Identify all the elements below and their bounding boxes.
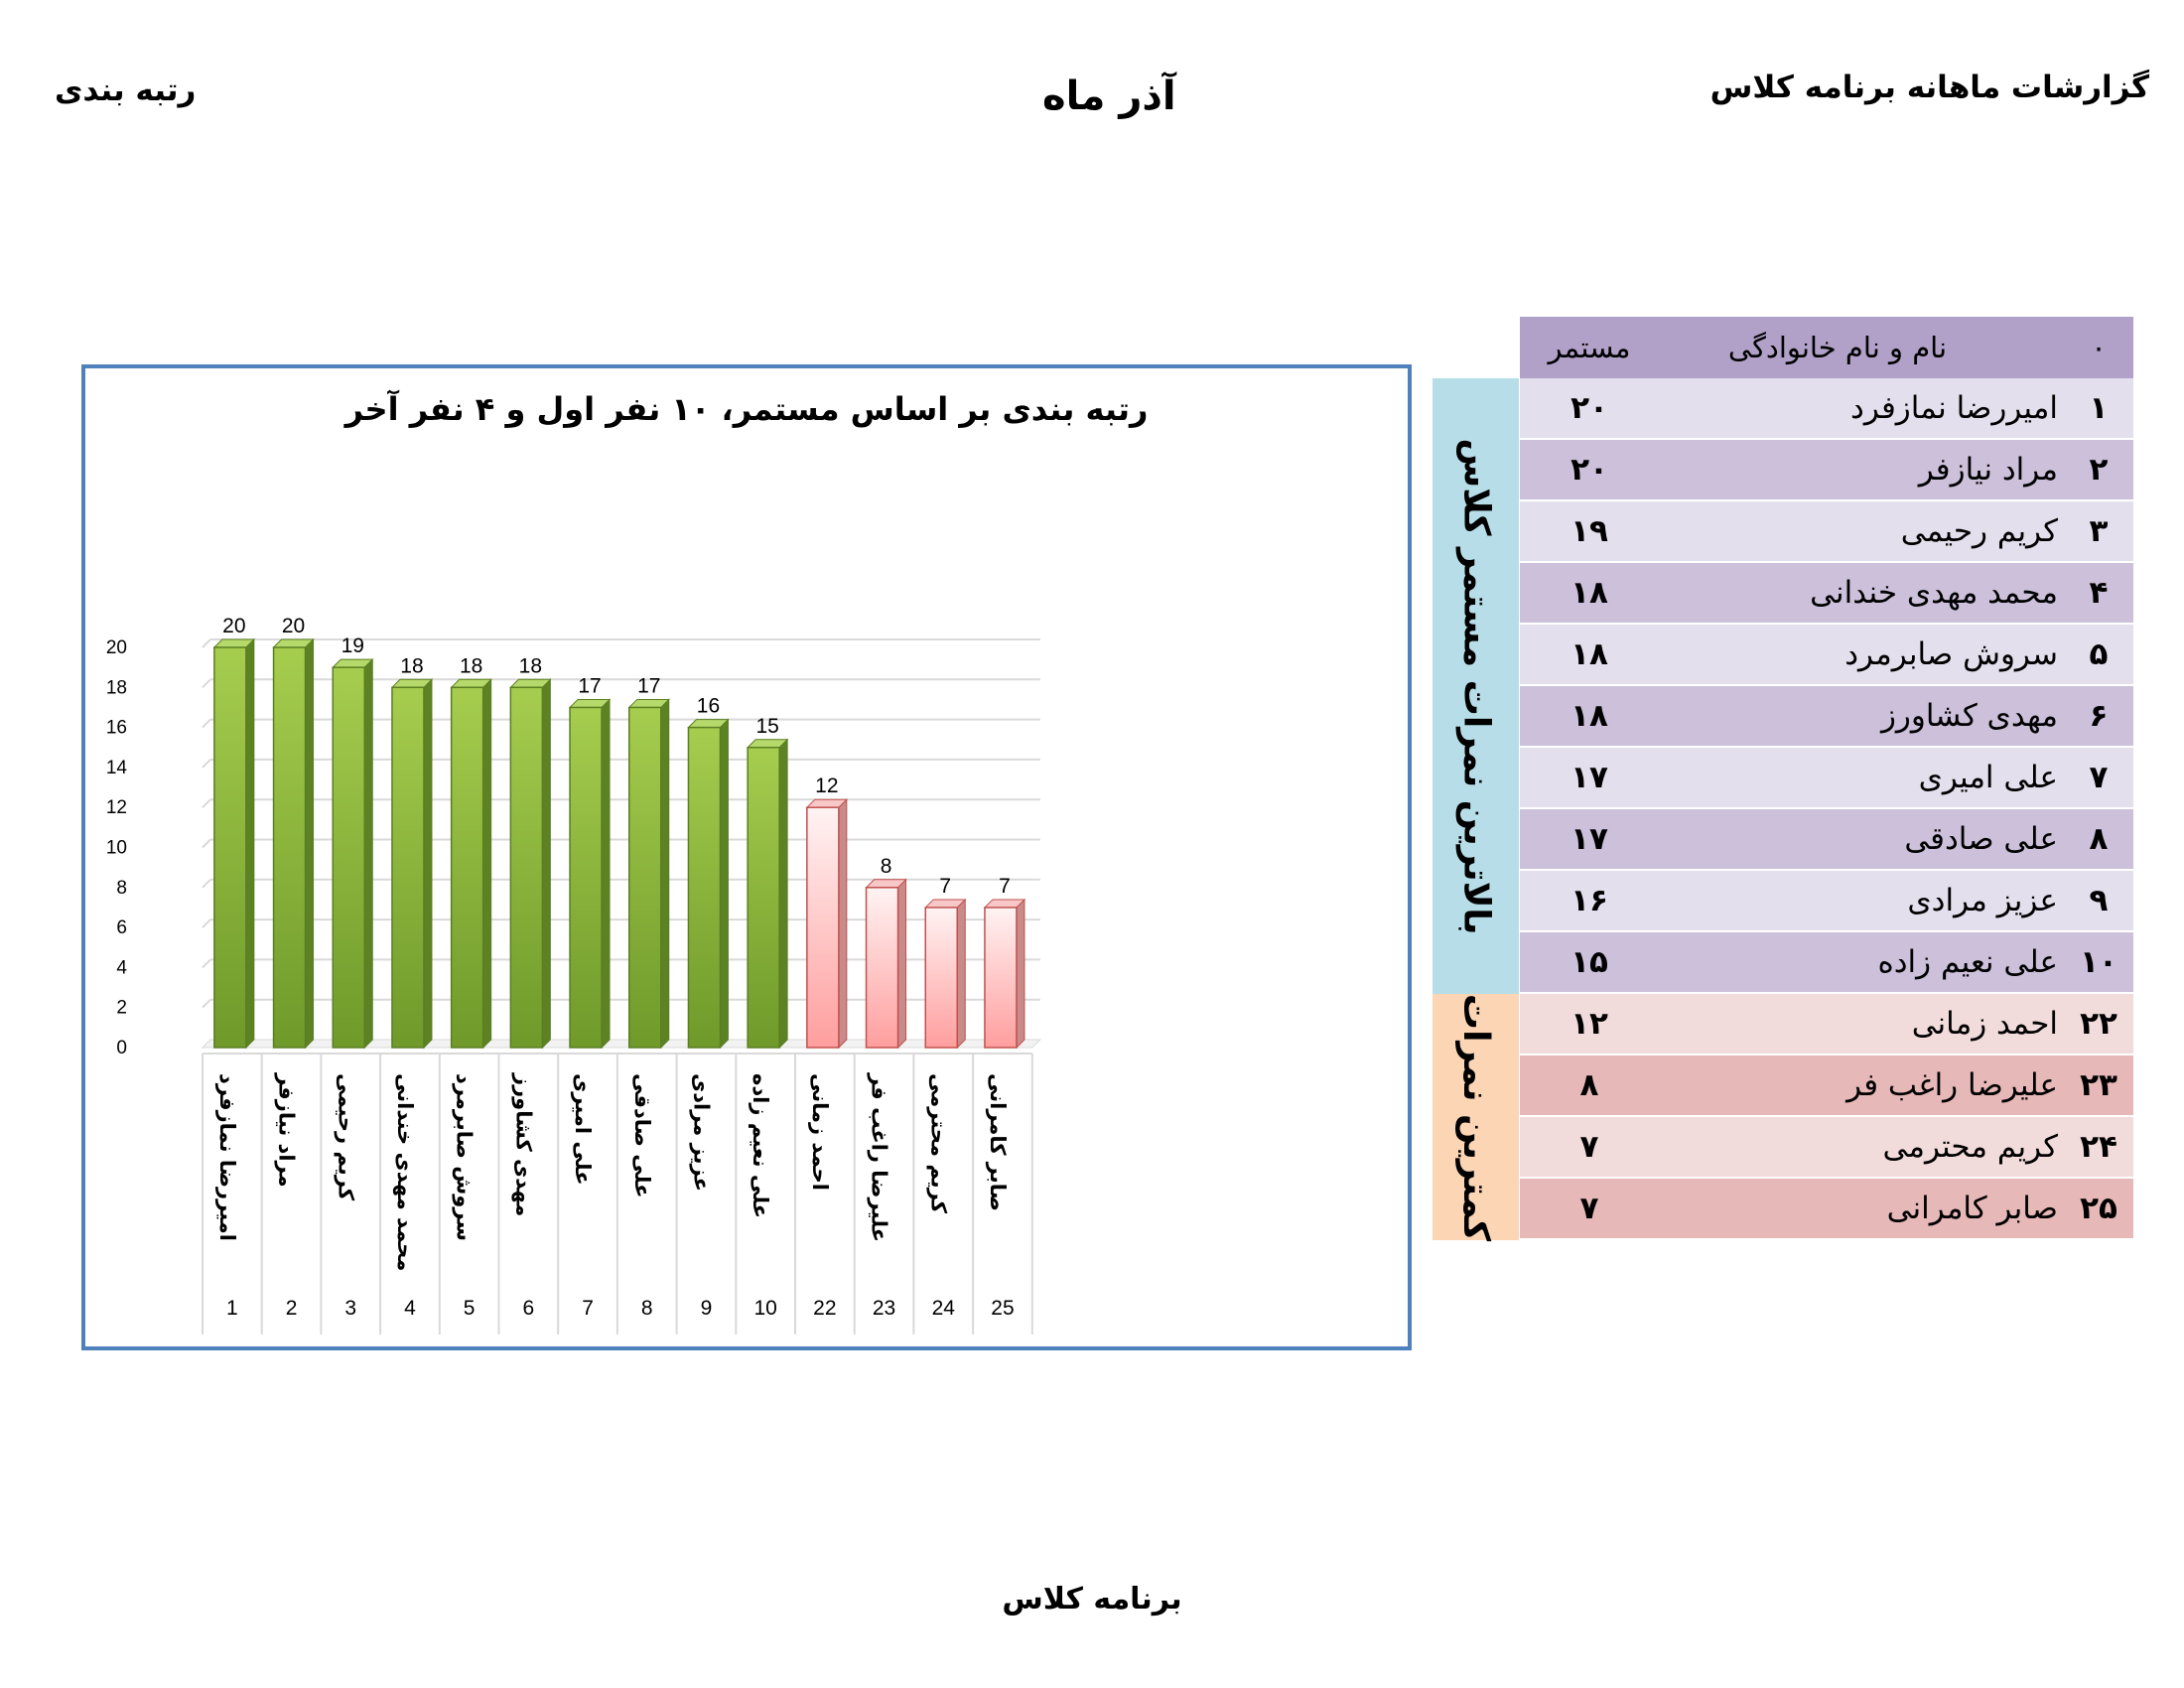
bar [629, 707, 661, 1048]
top-score: ۱۷ [1570, 821, 1608, 857]
header-score: مستمر [1548, 331, 1631, 364]
bar-side [246, 639, 254, 1048]
data-label: 12 [815, 774, 839, 798]
data-label: 18 [400, 654, 424, 678]
x-rank-label: 8 [640, 1297, 653, 1320]
chart-frame [81, 364, 1412, 1350]
y-tick-label: 20 [105, 637, 127, 658]
top-rank: ۴ [2089, 575, 2109, 611]
top-score: ۱۵ [1570, 944, 1608, 980]
data-label: 17 [637, 674, 661, 698]
gridline-depth [203, 799, 210, 807]
x-tick-label: علی صادقی [629, 1073, 654, 1198]
x-rank-label: 22 [813, 1297, 837, 1320]
top-score: ۱۸ [1570, 575, 1608, 611]
top-score: ۲۰ [1570, 390, 1608, 426]
gridline-depth [203, 760, 210, 768]
bar-side [661, 699, 669, 1048]
bar-side [306, 639, 314, 1048]
top-scores-side-label [1433, 378, 1519, 994]
gridline-depth [203, 679, 210, 687]
x-rank-label: 24 [931, 1297, 955, 1320]
data-label: 18 [459, 654, 483, 678]
bar-side [779, 740, 787, 1048]
bar [510, 687, 542, 1048]
top-name: محمد مهدی خندانی [1810, 575, 2058, 611]
top-rank: ۲ [2089, 452, 2109, 488]
top-score: ۲۰ [1570, 452, 1608, 488]
bar [333, 667, 364, 1048]
ranking-bar-chart [85, 368, 1408, 1346]
top-score: ۱۷ [1570, 760, 1608, 795]
data-label: 16 [696, 694, 721, 718]
gridline-depth [203, 720, 210, 728]
low-rank: ۲۴ [2080, 1129, 2117, 1165]
data-label: 19 [341, 634, 364, 658]
y-tick-label: 0 [116, 1038, 127, 1058]
y-tick-label: 4 [116, 957, 127, 979]
low-name: علیرضا راغب فر [1846, 1067, 2058, 1103]
low-rank: ۲۲ [2080, 1006, 2117, 1042]
bar [392, 687, 424, 1048]
y-tick-label: 12 [105, 797, 127, 819]
bar-side [424, 679, 432, 1048]
top-rank: ۱۰ [2080, 944, 2117, 980]
top-rank: ۶ [2089, 698, 2109, 734]
bar-side [1017, 900, 1024, 1048]
data-label: 18 [518, 654, 543, 678]
low-name: احمد زمانی [1911, 1006, 2058, 1042]
gridline-depth [203, 840, 210, 848]
top-name: مراد نیازفر [1918, 452, 2058, 488]
bar [274, 647, 306, 1048]
data-label: 17 [578, 674, 602, 698]
bar [688, 728, 720, 1048]
top-rank: ۷ [2089, 760, 2109, 795]
x-rank-label: 25 [991, 1297, 1015, 1320]
header-rank: ۰ [2091, 331, 2107, 364]
month-title: آذر ماه [1042, 73, 1176, 119]
low-name: کریم محترمی [1882, 1129, 2058, 1165]
low-name: صابر کامرانی [1886, 1191, 2058, 1226]
x-rank-label: 10 [753, 1297, 777, 1320]
x-rank-label: 7 [582, 1297, 594, 1320]
footer-text: برنامه کلاس [1002, 1582, 1182, 1617]
bar [925, 908, 957, 1048]
top-score: ۱۸ [1570, 698, 1608, 734]
y-tick-label: 14 [105, 757, 127, 778]
data-label: 20 [281, 615, 306, 637]
top-rank: ۳ [2089, 513, 2109, 549]
bar-side [720, 720, 728, 1048]
top-name: سروش صابرمرد [1844, 636, 2058, 672]
x-rank-label: 2 [285, 1297, 298, 1320]
gridline-depth [203, 880, 210, 888]
x-rank-label: 5 [463, 1297, 476, 1320]
top-name: عزیز مرادی [1907, 883, 2058, 918]
x-rank-label: 1 [226, 1297, 238, 1320]
bar [985, 908, 1017, 1048]
gridline-depth [203, 959, 210, 967]
x-rank-label: 6 [522, 1297, 535, 1320]
x-tick-label: مراد نیازفر [274, 1073, 299, 1188]
x-tick-label: صابر کامرانی [985, 1073, 1010, 1211]
top-name: علی امیری [1918, 760, 2058, 795]
low-score: ۱۲ [1570, 1006, 1608, 1042]
gridline-depth [203, 1000, 210, 1008]
low-rank: ۲۳ [2080, 1067, 2117, 1103]
y-tick-label: 8 [116, 877, 127, 899]
x-tick-label: امیررضا نمازفرد [214, 1073, 239, 1241]
report-title: گزارشات ماهانه برنامه کلاس [1709, 70, 2149, 105]
x-rank-label: 4 [404, 1297, 416, 1320]
top-score: ۱۶ [1570, 883, 1608, 918]
data-label: 8 [880, 854, 892, 878]
x-tick-label: کریم محترمی [926, 1073, 951, 1213]
bar-side [602, 699, 610, 1048]
low-scores-label-text: کمترین نمرات [1455, 993, 1497, 1241]
x-tick-label: عزیز مرادی [689, 1073, 714, 1192]
bar [570, 707, 602, 1048]
top-rank: ۸ [2089, 821, 2109, 857]
data-label: 20 [222, 615, 246, 637]
x-tick-label: احمد زمانی [807, 1073, 832, 1191]
section-title: رتبه بندی [55, 72, 197, 108]
bar [807, 807, 839, 1048]
x-tick-label: سروش صابرمرد [452, 1073, 477, 1242]
x-tick-label: کریم رحیمی [334, 1073, 358, 1201]
x-tick-label: علی امیری [571, 1073, 596, 1186]
x-rank-label: 3 [344, 1297, 357, 1320]
bar-side [542, 679, 550, 1048]
y-tick-label: 6 [116, 917, 127, 939]
top-name: علی نعیم زاده [1877, 944, 2058, 980]
top-name: امیررضا نمازفرد [1850, 390, 2058, 426]
ranking-table [1433, 317, 2133, 1258]
low-scores-side-label [1433, 994, 1519, 1240]
y-tick-label: 18 [105, 677, 127, 699]
bar [867, 888, 898, 1048]
chart-title: رتبه بندی بر اساس مستمر، ۱۰ نفر اول و ۴ نفر آخر [344, 390, 1149, 428]
y-tick-label: 10 [105, 837, 127, 859]
top-rank: ۵ [2089, 636, 2109, 672]
top-score: ۱۸ [1570, 636, 1608, 672]
bar [748, 748, 779, 1048]
x-tick-label: علی نعیم زاده [749, 1073, 773, 1219]
top-scores-label-text: بالاترین نمرات مستمر کلاس [1455, 438, 1497, 934]
y-tick-label: 16 [105, 717, 127, 739]
top-score: ۱۹ [1570, 513, 1608, 549]
header-name: نام و نام خانوادگی [1727, 331, 1948, 364]
gridline-depth [203, 639, 210, 647]
data-label: 7 [999, 874, 1011, 898]
low-score: ۸ [1579, 1067, 1599, 1103]
bar-side [364, 659, 372, 1048]
bar-side [483, 679, 491, 1048]
x-tick-label: محمد مهدی خندانی [392, 1073, 417, 1272]
data-label: 7 [939, 874, 952, 898]
top-rank: ۱ [2089, 390, 2109, 426]
bar-side [839, 799, 847, 1048]
top-name: مهدی کشاورز [1880, 698, 2058, 734]
x-tick-label: علیرضا راغب فر [867, 1073, 891, 1243]
x-tick-label: مهدی کشاورز [511, 1073, 536, 1217]
chart-floor [203, 1040, 1040, 1048]
low-score: ۷ [1579, 1129, 1599, 1165]
top-rank: ۹ [2089, 883, 2109, 918]
data-label: 15 [755, 714, 779, 738]
top-name: کریم رحیمی [1900, 513, 2058, 549]
x-rank-label: 9 [700, 1297, 713, 1320]
low-score: ۷ [1579, 1191, 1599, 1226]
bar [214, 647, 246, 1048]
x-rank-label: 23 [872, 1297, 896, 1320]
bar-side [957, 900, 965, 1048]
top-name: علی صادقی [1904, 821, 2058, 857]
low-rank: ۲۵ [2080, 1191, 2117, 1226]
bar-side [898, 880, 906, 1048]
y-tick-label: 2 [116, 997, 127, 1019]
gridline-depth [203, 919, 210, 927]
bar [452, 687, 483, 1048]
